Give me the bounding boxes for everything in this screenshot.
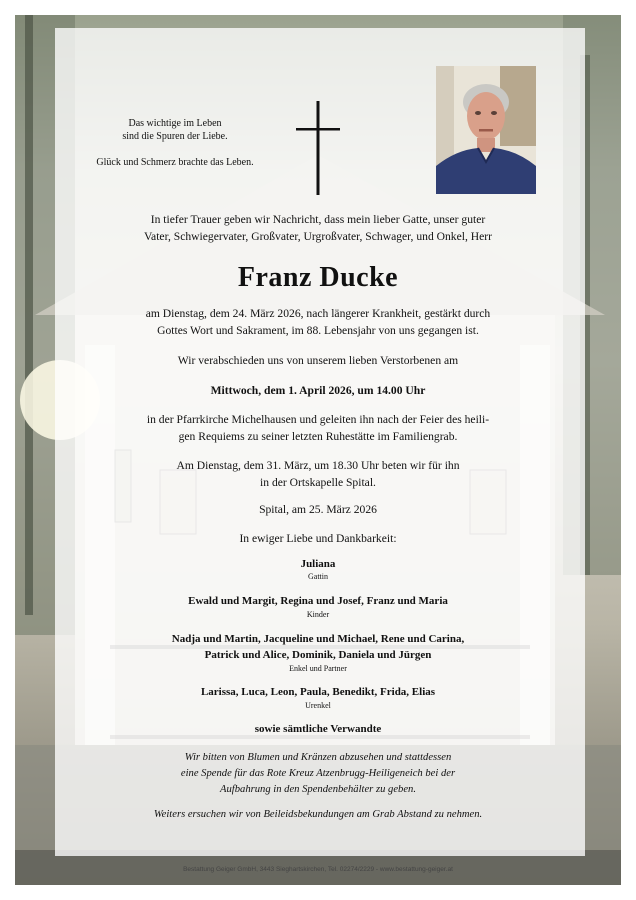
- place-date: Spital, am 25. März 2026: [259, 503, 377, 516]
- wife-relation: Gattin: [308, 572, 328, 581]
- footer-funeral-home: Bestattung Geiger GmbH, 3443 Sieghartskirchen, Tel. 02274/2229 - www.bestattung-geiger.at: [183, 866, 453, 873]
- request-line-4: Weiters ersuchen wir von Beileidsbekundungen am Grab Abstand zu nehmen.: [153, 809, 483, 820]
- intro-line-1: In tiefer Trauer geben wir Nachricht, dass mein lieber Gatte, unser guter: [150, 213, 486, 226]
- request-line-3: Aufbahrung in den Spendenbehälter zu geben.: [220, 784, 416, 795]
- cross-icon: [296, 101, 340, 195]
- great-grandchildren-names: Larissa, Luca, Leon, Paula, Benedikt, Frida, Elias: [200, 686, 436, 698]
- motto-line-2: sind die Spuren der Liebe.: [122, 131, 228, 142]
- funeral-place-line-2: gen Requiems zu seiner letzten Ruhestätte im Familiengrab.: [178, 430, 458, 443]
- farewell-intro: Wir verabschieden uns von unserem lieben Verstorbenen am: [177, 354, 459, 367]
- request-line-1: Wir bitten von Blumen und Kränzen abzusehen und stattdessen: [184, 752, 452, 763]
- death-line-1: am Dienstag, dem 24. März 2026, nach längerer Krankheit, gestärkt durch: [145, 307, 491, 320]
- death-line-2: Gottes Wort und Sakrament, im 88. Lebensjahr von uns gegangen ist.: [157, 324, 479, 337]
- deceased-name: Franz Ducke: [237, 262, 399, 293]
- grandchildren-relation: Enkel und Partner: [289, 664, 347, 673]
- motto-line-3: Glück und Schmerz brachte das Leben.: [96, 157, 254, 168]
- request-line-2: eine Spende für das Rote Kreuz Atzenbrugg-Heiligeneich bei der: [180, 768, 456, 779]
- grandchildren-line-2: Patrick und Alice, Dominik, Daniela und Jürgen: [204, 649, 432, 661]
- great-grandchildren-relation: Urenkel: [305, 701, 331, 710]
- motto-line-1: Das wichtige im Leben: [128, 118, 222, 129]
- wife-name: Juliana: [300, 558, 336, 570]
- funeral-place-line-1: in der Pfarrkirche Michelhausen und geleiten ihn nach der Feier des heili-: [146, 413, 490, 426]
- portrait-photo: [436, 66, 536, 194]
- funeral-date: Mittwoch, dem 1. April 2026, um 14.00 Uhr: [210, 384, 426, 397]
- grandchildren-line-1: Nadja und Martin, Jacqueline und Michael, Rene und Carina,: [171, 633, 465, 645]
- intro-line-2: Vater, Schwiegervater, Großvater, Urgroßvater, Schwager, und Onkel, Herr: [143, 230, 493, 243]
- relatives-line: sowie sämtliche Verwandte: [254, 723, 382, 735]
- prayer-line-1: Am Dienstag, dem 31. März, um 18.30 Uhr beten wir für ihn: [176, 459, 460, 472]
- prayer-line-2: in der Ortskapelle Spital.: [260, 476, 376, 489]
- children-relation: Kinder: [306, 610, 330, 619]
- portrait-illustration: [436, 66, 536, 194]
- gratitude-line: In ewiger Liebe und Dankbarkeit:: [239, 532, 397, 545]
- children-names: Ewald und Margit, Regina und Josef, Franz und Maria: [188, 595, 448, 607]
